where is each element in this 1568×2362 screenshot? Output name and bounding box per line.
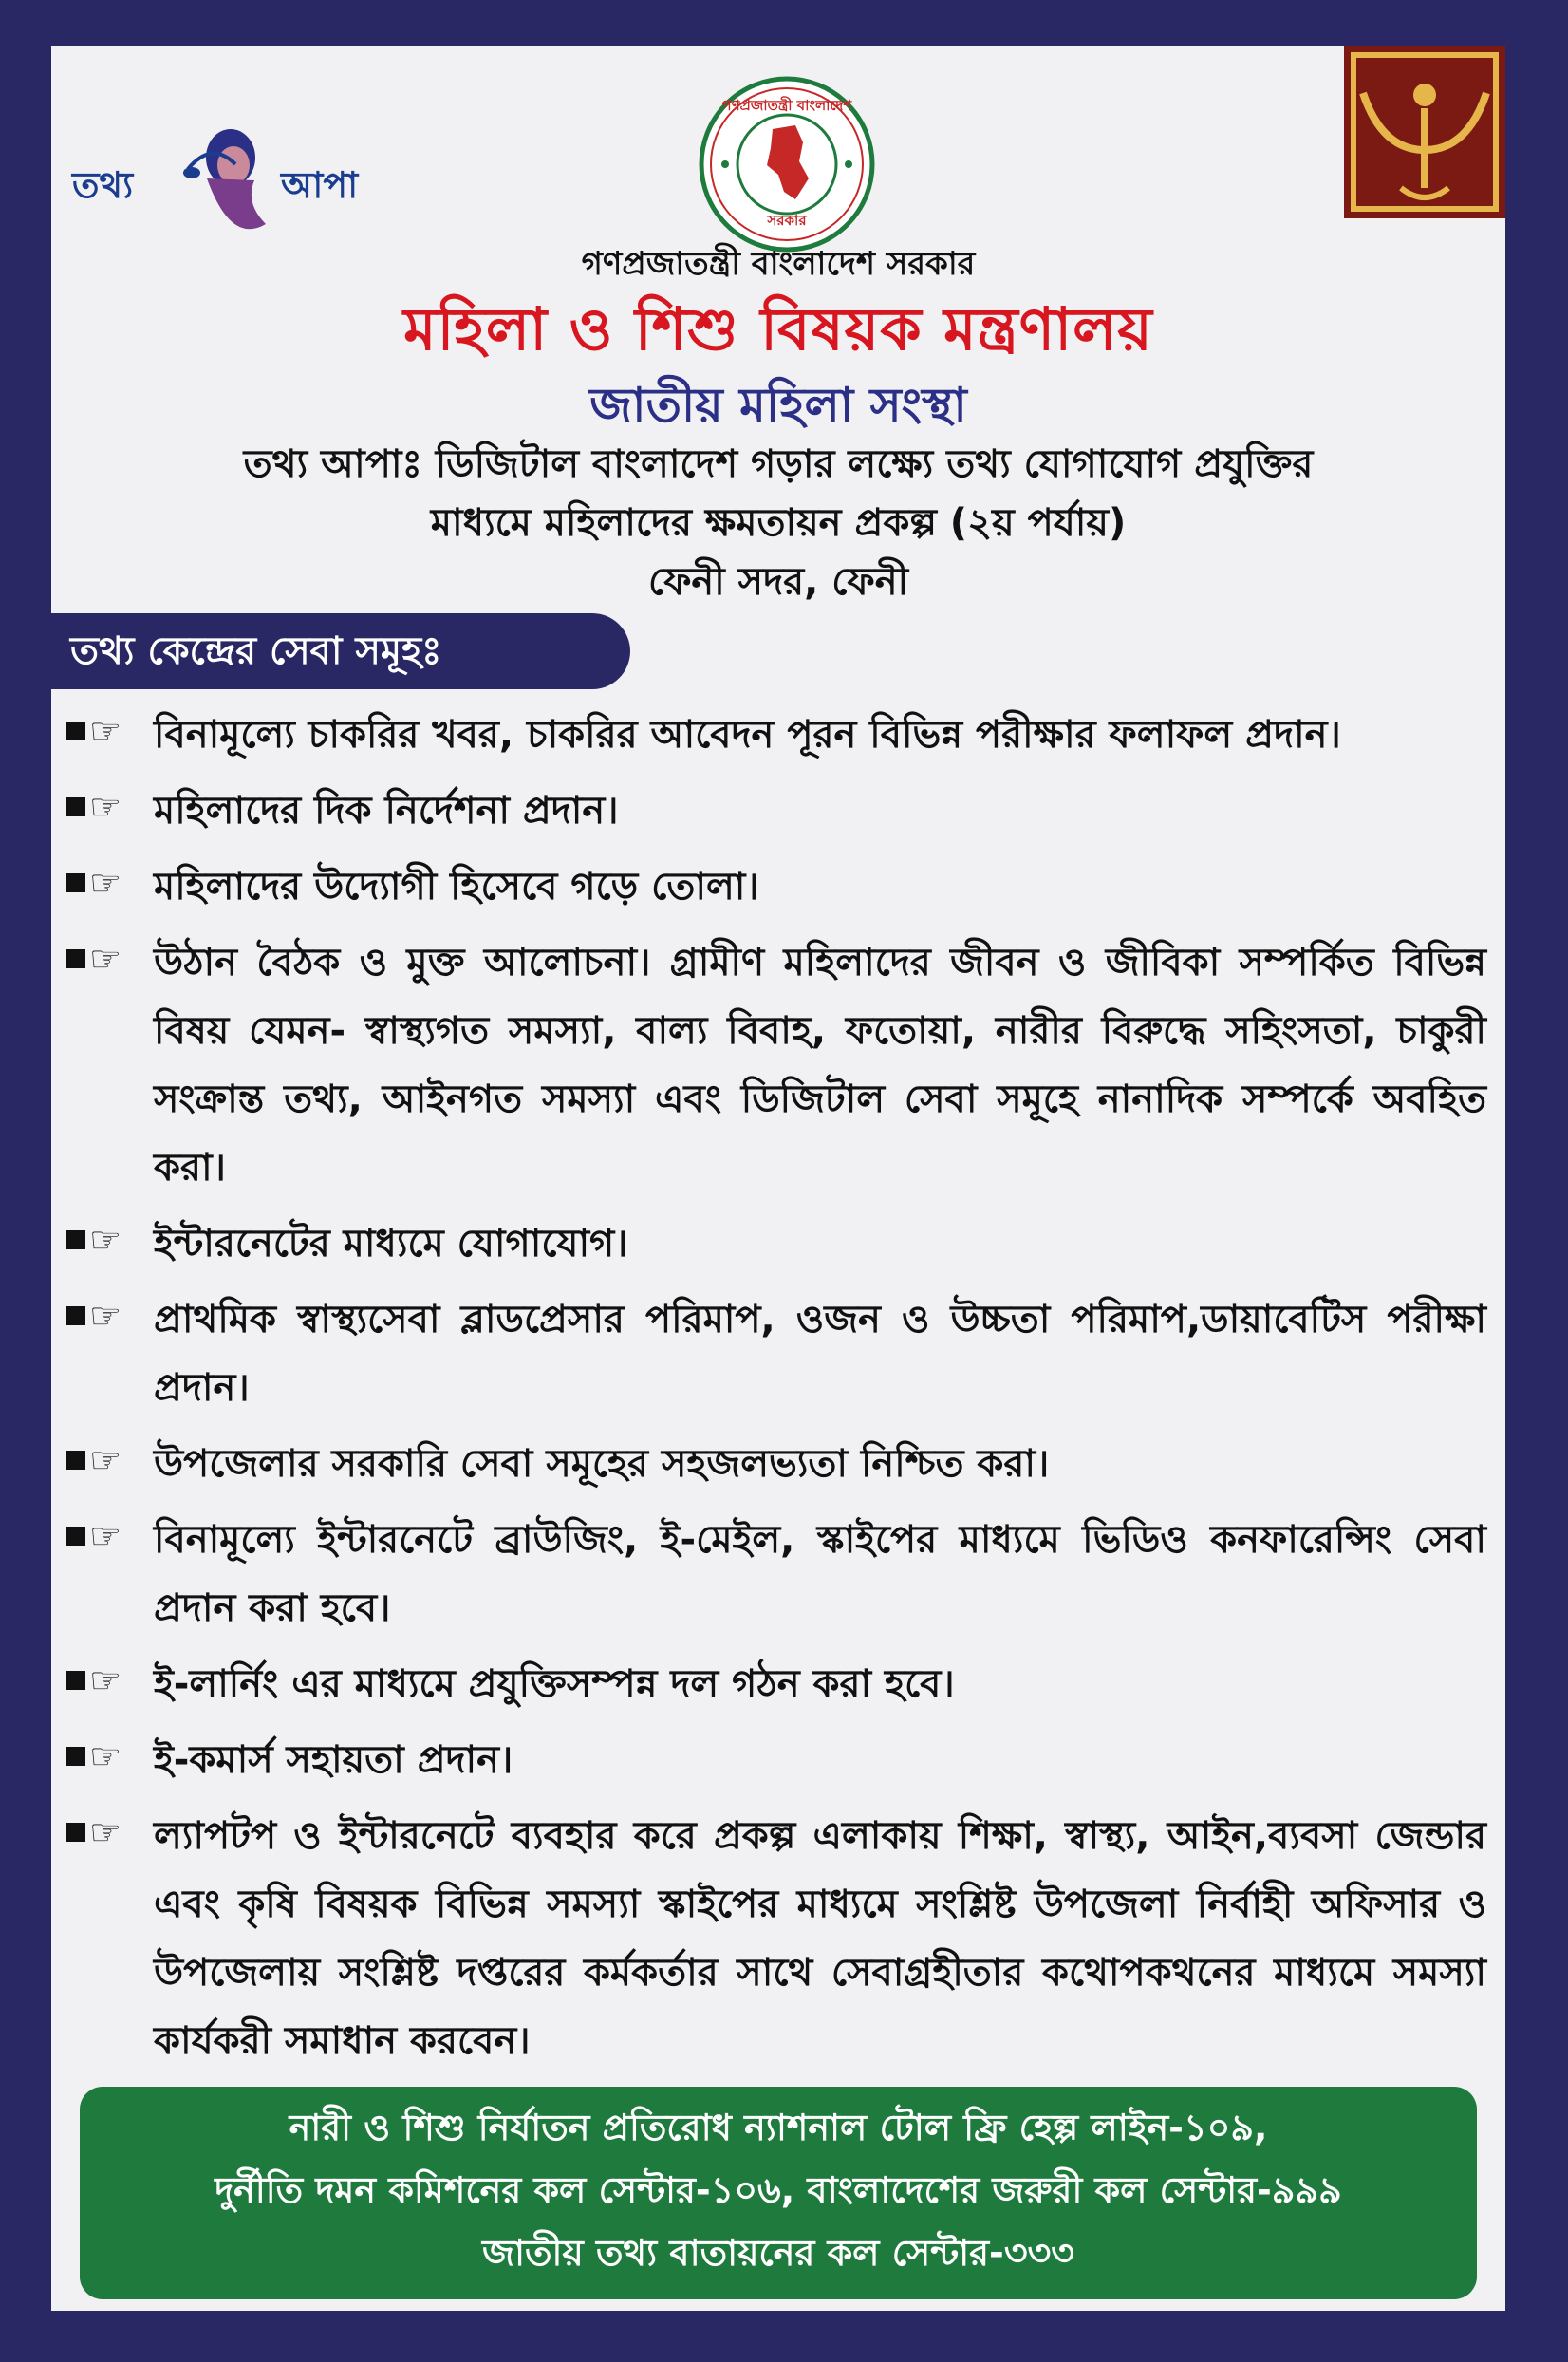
service-text: ই-কমার্স সহায়তা প্রদান।: [154, 1738, 513, 1782]
pointing-hand-icon: ☞: [66, 1650, 154, 1711]
project-line-2: মাধ্যমে মহিলাদের ক্ষমতায়ন প্রকল্প (২য় পর্যায়): [430, 501, 1127, 545]
poster: [51, 46, 1505, 2311]
tottho-apa-logo: [65, 103, 416, 245]
service-text: উঠান বৈঠক ও মুক্ত আলোচনা। গ্রামীণ মহিলাদের জীবন ও জীবিকা সম্পর্কিত বিভিন্ন বিষয় যেমন- স্বাস্থ্যগত সমস্যা, বাল্য বিবাহ, ফতোয়া, নারীর বিরুদ্ধে সহিংসতা, চাকুরী সংক্রান্ত তথ্য, আইনগত সমস্যা এবং ডিজিটাল সেবা সমূহে নানাদিক সম্পর্কে অবহিত করা।: [154, 941, 1486, 1190]
pointing-hand-icon: ☞: [66, 701, 154, 761]
project-line-1: তথ্য আপাঃ ডিজিটাল বাংলাদেশ গড়ার লক্ষ্যে তথ্য যোগাযোগ প্রযুক্তির: [243, 442, 1314, 486]
helpline-box: [80, 2087, 1477, 2299]
service-item: [66, 701, 1486, 769]
service-item: [66, 928, 1486, 1202]
service-text: ই-লার্নিং এর মাধ্যমে প্রযুক্তিসম্পন্ন দল গঠন করা হবে।: [154, 1662, 955, 1706]
pointing-hand-icon: ☞: [66, 1430, 154, 1490]
service-item: [66, 1430, 1486, 1498]
seal-bottom-text: সরকার: [767, 212, 807, 229]
service-text: মহিলাদের উদ্যোগী হিসেবে গড়ে তোলা।: [154, 865, 759, 909]
services-list: [66, 701, 1486, 2083]
service-item: [66, 1506, 1486, 1642]
service-item: [66, 1209, 1486, 1278]
pointing-hand-icon: ☞: [66, 928, 154, 989]
service-item: [66, 777, 1486, 845]
logo-word-tottho: তথ্য: [72, 164, 134, 206]
services-heading: তথ্য কেন্দ্রের সেবা সমূহঃ: [51, 613, 630, 689]
service-text: মহিলাদের দিক নির্দেশনা প্রদান।: [154, 789, 619, 833]
helpline-line-1: নারী ও শিশু নির্যাতন প্রতিরোধ ন্যাশনাল টোল ফ্রি হেল্প লাইন-১০৯,: [289, 2107, 1268, 2148]
service-item: [66, 1726, 1486, 1794]
service-item: [66, 1285, 1486, 1422]
seal-top-text: গণপ্রজাতন্ত্রী বাংলাদেশ: [721, 97, 852, 114]
pointing-hand-icon: ☞: [66, 1802, 154, 1863]
service-item: [66, 1802, 1486, 2075]
service-text: বিনামূল্যে ইন্টারনেটে ব্রাউজিং, ই-মেইল, স্কাইপের মাধ্যমে ভিডিও কনফারেন্সিং সেবা প্রদান করা হবে।: [154, 1518, 1486, 1630]
woman-with-mouse-icon: [178, 112, 283, 245]
pointing-hand-icon: ☞: [66, 853, 154, 913]
project-description: [89, 435, 1467, 611]
pointing-hand-icon: ☞: [66, 777, 154, 837]
service-text: ল্যাপটপ ও ইন্টারনেটে ব্যবহার করে প্রকল্প এলাকায় শিক্ষা, স্বাস্থ্য, আইন,ব্যবসা জেন্ডার এবং কৃষি বিষয়ক বিভিন্ন সমস্যা স্কাইপের মাধ্যমে সংশ্লিষ্ট উপজেলা নির্বাহী অফিসার ও উপজেলায় সংশ্লিষ্ট দপ্তরের কর্মকর্তার সাথে সেবাগ্রহীতার কথোপকথনের মাধ্যমে সমস্যা কার্যকরী সমাধান করবেন।: [154, 1814, 1486, 2063]
pointing-hand-icon: ☞: [66, 1506, 154, 1566]
pointing-hand-icon: ☞: [66, 1209, 154, 1270]
service-text: উপজেলার সরকারি সেবা সমূহের সহজলভ্যতা নিশ্চিত করা।: [154, 1442, 1050, 1486]
service-item: [66, 1650, 1486, 1718]
women-affairs-emblem: [1344, 46, 1505, 218]
service-item: [66, 853, 1486, 921]
service-text: ইন্টারনেটের মাধ্যমে যোগাযোগ।: [154, 1222, 628, 1265]
government-seal: [697, 74, 877, 254]
women-affairs-emblem-icon: [1344, 46, 1505, 218]
service-text: প্রাথমিক স্বাস্থ্যসেবা ব্লাডপ্রেসার পরিমাপ, ওজন ও উচ্চতা পরিমাপ,ডায়াবেটিস পরীক্ষা প্রদান।: [154, 1298, 1486, 1410]
helpline-line-3: জাতীয় তথ্য বাতায়নের কল সেন্টার-৩৩৩: [482, 2232, 1074, 2274]
organization-title: জাতীয় মহিলা সংস্থা: [589, 378, 967, 433]
project-location: ফেনী সদর, ফেনী: [647, 560, 909, 604]
ministry-title: মহিলা ও শিশু বিষয়ক মন্ত্রণালয়: [403, 294, 1153, 364]
helpline-line-2: দুর্নীতি দমন কমিশনের কল সেন্টার-১০৬, বাংলাদেশের জরুরী কল সেন্টার-৯৯৯: [215, 2169, 1342, 2211]
pointing-hand-icon: ☞: [66, 1726, 154, 1787]
service-text: বিনামূল্যে চাকরির খবর, চাকরির আবেদন পূরন বিভিন্ন পরীক্ষার ফলাফল প্রদান।: [154, 713, 1341, 757]
logo-word-apa: আপা: [281, 164, 359, 206]
pointing-hand-icon: ☞: [66, 1285, 154, 1346]
government-title: গণপ্রজাতন্ত্রী বাংলাদেশ সরকার: [581, 245, 976, 283]
